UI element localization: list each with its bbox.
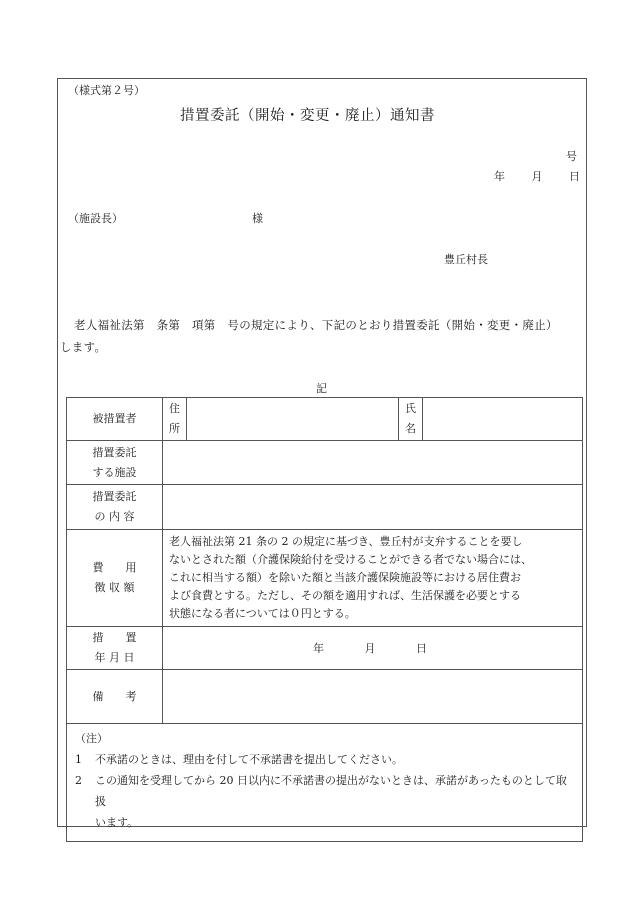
content-field[interactable] [163,485,583,530]
address-field[interactable] [187,398,399,441]
issue-date [494,168,580,184]
details-table [66,397,583,842]
row-date [67,627,583,670]
row-facility [67,441,583,485]
row-notes [67,724,583,842]
label-address: 住 所 [163,398,187,441]
label-content: 措置委託 の 内 容 [67,485,163,530]
notes-section [67,724,583,842]
label-remarks: 備 考 [67,670,163,724]
document-title: 措置委託（開始・変更・廃止）通知書 [180,108,435,124]
name-field[interactable] [423,398,583,441]
row-content [67,485,583,530]
row-recipient [67,398,583,441]
addressee-label: （施設長） [68,212,123,225]
form-number: （様式第２号） [68,84,145,97]
facility-field[interactable] [163,441,583,485]
addressee-suffix: 様 [252,212,263,225]
remarks-field[interactable] [163,670,583,724]
note-item-1: 1 不承諾のときは、理由を付して不承諾書を提出してください。 [75,753,403,766]
row-remarks [67,670,583,724]
row-fee [67,530,583,627]
fee-text: 老人福祉法第 21 条の 2 の規定に基づき、豊丘村が支弁することを要し ないとされた額（介護保険給付を受けることができる者でない場合には、 これに相当する額）を除いた額と当該介護保険施設等における居住費お よび食費とする。ただし、その額を適用すれば、生活保護を必要とする 状態になる者については０円とする。 [163,530,583,627]
ki-heading: 記 [316,382,327,395]
label-measure-date: 措 置 年 月 日 [67,627,163,670]
date-day: 日 [569,170,580,183]
body-line-2: します。 [60,340,107,354]
label-fee: 費 用 徴 収 額 [67,530,163,627]
label-name: 氏 名 [399,398,423,441]
doc-number-suffix: 号 [566,150,577,163]
measure-day: 日 [416,642,427,655]
body-line-1: 老人福祉法第 条第 項第 号の規定により、下記のとおり措置委託（開始・変更・廃止） [74,318,558,332]
date-year: 年 [494,170,505,183]
note-item-2: 2 この通知を受理してから 20 日以内に不承諾書の提出がないときは、承諾があったものとして取扱 います。 [75,774,567,829]
measure-date-field[interactable] [163,627,583,670]
label-facility: 措置委託 する施設 [67,441,163,485]
measure-year: 年 [313,642,324,655]
date-month: 月 [531,170,543,183]
sender-name: 豊丘村長 [444,253,488,266]
notes-heading: （注） [75,732,108,745]
label-recipient: 被措置者 [67,398,163,441]
measure-month: 月 [364,642,376,655]
